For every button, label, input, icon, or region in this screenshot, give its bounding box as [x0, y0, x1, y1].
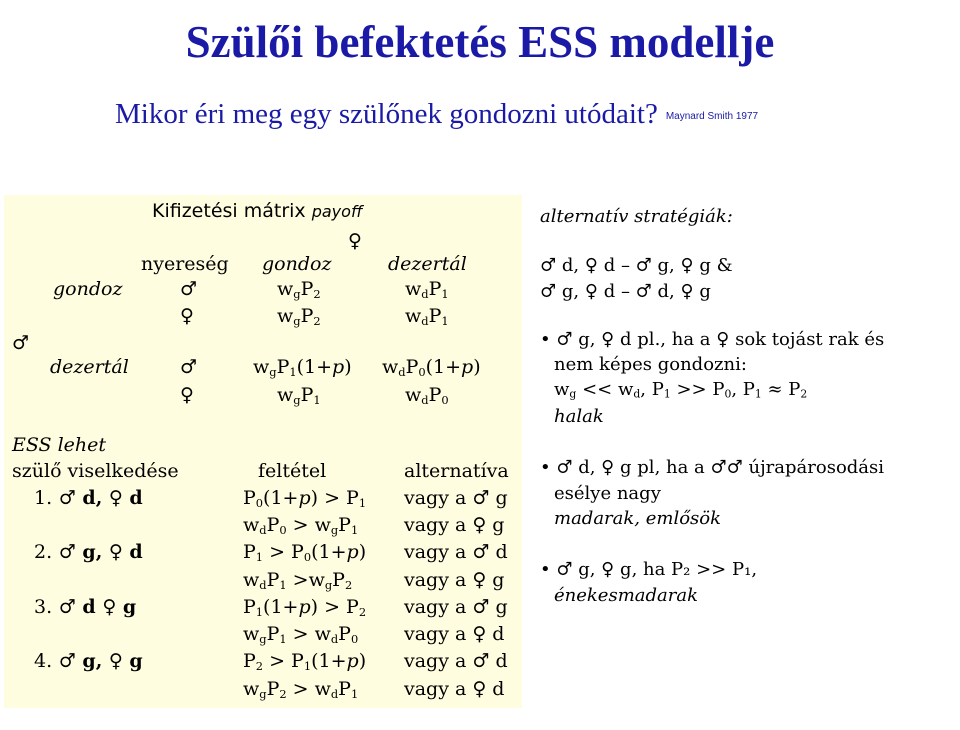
- row-desert-male: ♂: [180, 356, 198, 378]
- bullet3-line1: • ♂ g, ♀ g, ha P₂ >> P₁,: [540, 559, 758, 580]
- col-care: gondoz: [262, 253, 332, 275]
- page-title: Szülői befektetés ESS modellje: [185, 17, 775, 67]
- alternative-1a: vagy a ♂ g: [404, 487, 508, 509]
- bullet1-line2: nem képes gondozni:: [554, 354, 747, 375]
- ess-item: [34, 543, 143, 562]
- male-symbol: ♂: [12, 332, 30, 354]
- ess-item-num: 2.: [34, 541, 53, 563]
- row-care: gondoz: [53, 278, 123, 300]
- strategies-line1: ♂ d, ♀ d – ♂ g, ♀ g &: [540, 255, 733, 276]
- condition-3a: $P_1(1+p) > P_2$: [243, 596, 367, 619]
- bullet1-formula: $w_g << w_d$, $P_1 >> P_0$, $P_1 \approx P_2$: [554, 379, 808, 401]
- ess-item-label: ♂ d ♀ g: [58, 596, 137, 618]
- bullet1-line1: • ♂ g, ♀ d pl., ha a ♀ sok tojást rak és: [540, 329, 885, 350]
- cell-desert-f-care: $w_gP_1$: [277, 384, 321, 407]
- ess-item-label: ♂ g, ♀ g: [58, 650, 143, 672]
- matrix-heading-text: Kifizetési mátrix: [152, 200, 306, 222]
- ess-item-label: ♂ g, ♀ d: [58, 541, 143, 563]
- matrix-heading-italic: payoff: [311, 202, 363, 221]
- page-subtitle: [115, 98, 758, 131]
- row-care-female: ♀: [180, 305, 194, 327]
- ess-item-num: 4.: [34, 650, 53, 672]
- col-alternative: alternatíva: [404, 460, 509, 482]
- condition-1b: $w_dP_0 > w_gP_1$: [243, 514, 359, 537]
- col-condition: feltétel: [258, 460, 327, 482]
- col-gain: nyereség: [141, 253, 229, 275]
- cell-care-m-desert: $w_dP_1$: [405, 278, 449, 301]
- ess-item-label: ♂ d, ♀ d: [58, 487, 143, 509]
- row-desert-female: ♀: [180, 384, 194, 406]
- ess-item: [34, 489, 143, 508]
- ess-item: [34, 652, 143, 671]
- ess-item-num: 1.: [34, 487, 53, 509]
- alternative-3a: vagy a ♂ g: [404, 596, 508, 618]
- alternative-2b: vagy a ♀ g: [404, 569, 505, 591]
- ess-item-num: 3.: [34, 596, 53, 618]
- ess-heading1: ESS lehet: [12, 434, 107, 456]
- col-desert: dezertál: [388, 253, 467, 275]
- condition-2b: $w_dP_1 >w_gP_2$: [243, 569, 353, 592]
- female-symbol: ♀: [348, 230, 362, 252]
- cell-care-m-care: $w_gP_2$: [277, 278, 321, 301]
- condition-4b: $w_gP_2 > w_dP_1$: [243, 678, 359, 701]
- cell-desert-f-desert: $w_dP_0$: [405, 384, 449, 407]
- cell-desert-m-care: $w_gP_1(1+p)$: [253, 356, 352, 379]
- bullet1-example: halak: [554, 406, 604, 427]
- condition-1a: $P_0(1+p) > P_1$: [243, 487, 367, 510]
- alternative-4a: vagy a ♂ d: [404, 650, 508, 672]
- condition-3b: $w_gP_1 > w_dP_0$: [243, 623, 359, 646]
- bullet2-line1: • ♂ d, ♀ g pl, ha a ♂♂ újrapárosodási: [540, 457, 885, 478]
- alternative-1b: vagy a ♀ g: [404, 514, 505, 536]
- condition-2a: $P_1 > P_0(1+p)$: [243, 541, 367, 564]
- ess-heading2: szülő viselkedése: [12, 460, 179, 482]
- matrix-heading: [152, 202, 362, 221]
- credit: Maynard Smith 1977: [665, 110, 759, 122]
- row-desert: dezertál: [50, 356, 129, 378]
- alternative-3b: vagy a ♀ d: [404, 623, 505, 645]
- bullet3-example: énekesmadarak: [554, 585, 698, 606]
- alternative-4b: vagy a ♀ d: [404, 678, 505, 700]
- cell-care-f-care: $w_gP_2$: [277, 305, 321, 328]
- ess-item: [34, 598, 136, 617]
- alternative-2a: vagy a ♂ d: [404, 541, 508, 563]
- strategies-heading: alternatív stratégiák:: [540, 206, 733, 227]
- cell-care-f-desert: $w_dP_1$: [405, 305, 449, 328]
- bullet2-line2: esélye nagy: [554, 483, 661, 504]
- bullet2-example: madarak, emlősök: [554, 508, 722, 529]
- row-care-male: ♂: [180, 278, 198, 300]
- strategies-line2: ♂ g, ♀ d – ♂ d, ♀ g: [540, 281, 711, 302]
- condition-4a: $P_2 > P_1(1+p)$: [243, 650, 367, 673]
- subtitle-text: Mikor éri meg egy szülőnek gondozni utódait?: [115, 98, 658, 130]
- cell-desert-m-desert: $w_dP_0(1+p)$: [382, 356, 481, 379]
